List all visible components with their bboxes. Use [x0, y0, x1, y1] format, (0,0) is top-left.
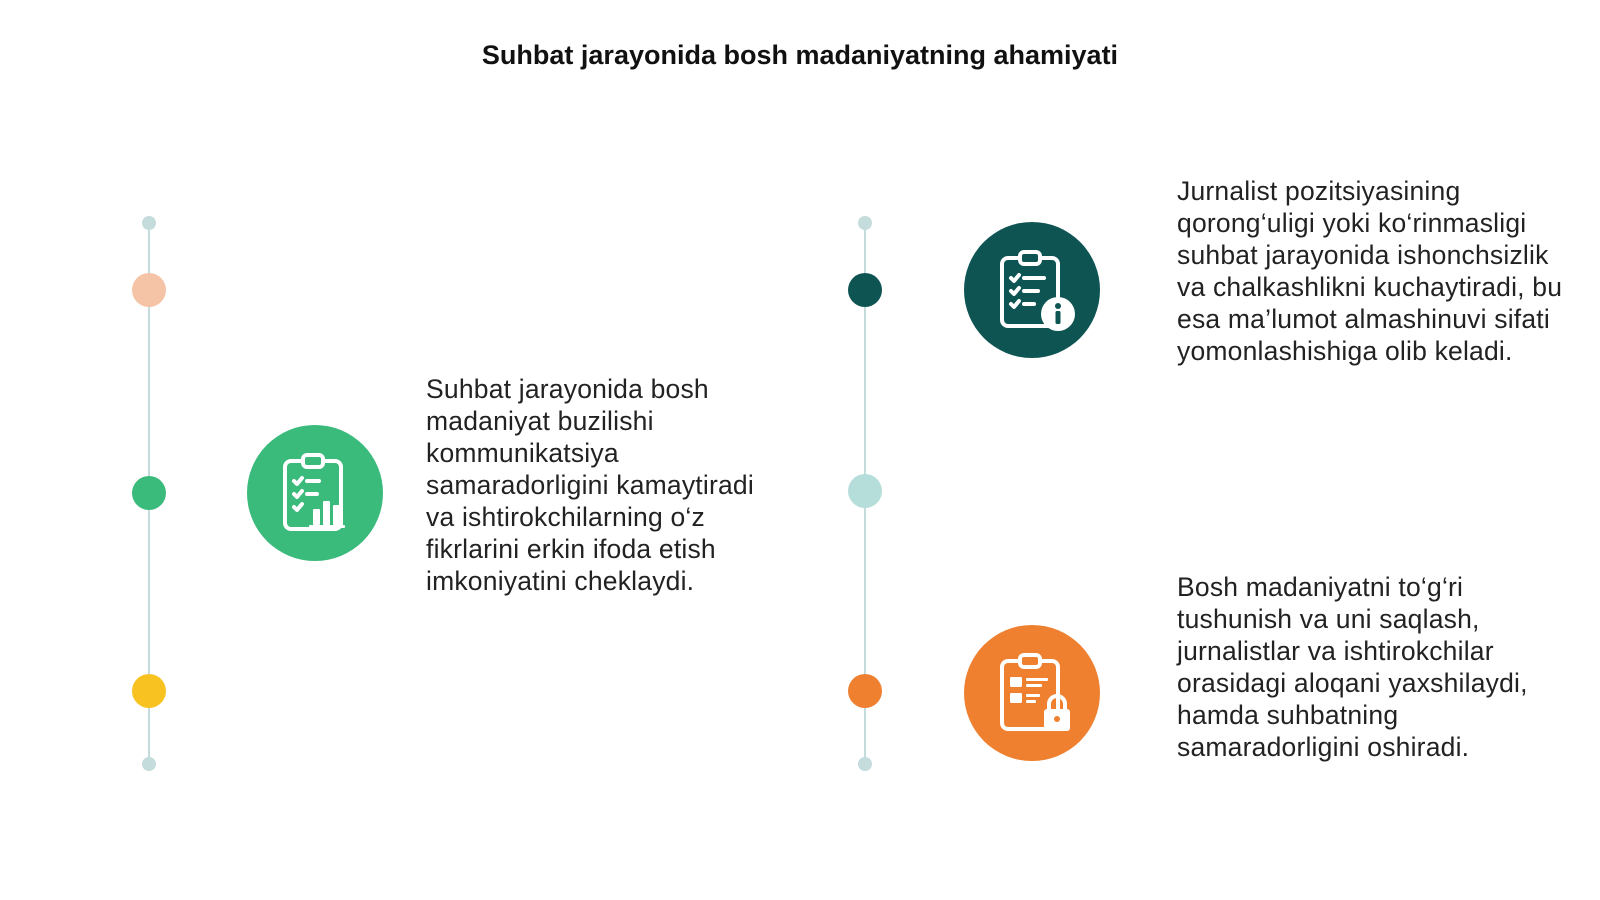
left-timeline-start-dot	[142, 216, 156, 230]
right-timeline-start-dot	[858, 216, 872, 230]
right-timeline-dark-teal-dot	[848, 273, 882, 307]
right-timeline-light-teal-dot	[848, 474, 882, 508]
clipboard-lock-icon	[964, 625, 1100, 761]
right-timeline-end-dot	[858, 757, 872, 771]
item-text-3: Bosh madaniyatni to‘g‘ri tushunish va uni saqlash, jurnalistlar va ishtirokchilar orasidagi aloqani yaxshilaydi, hamda suhbatning samaradorligini oshiradi.	[1177, 572, 1528, 762]
clipboard-info-icon	[964, 222, 1100, 358]
item-text-2: Jurnalist pozitsiyasining qorong‘uligi yoki ko‘rinmasligi suhbat jarayonida ishonchsizlik va chalkashlikni kuchaytiradi, bu esa ma’lumot almashinuvi sifati yomonlashishiga olib keladi.	[1177, 176, 1563, 366]
left-timeline-peach-dot	[132, 273, 166, 307]
left-timeline-end-dot	[142, 757, 156, 771]
left-timeline-green-dot	[132, 476, 166, 510]
item-text-1: Suhbat jarayonida bosh madaniyat buzilishi kommunikatsiya samaradorligini kamaytiradi va ishtirokchilarning o‘z fikrlarini erkin ifoda etish imkoniyatini cheklaydi.	[426, 374, 754, 596]
right-timeline-orange-dot	[848, 674, 882, 708]
page-title: Suhbat jarayonida bosh madaniyatning ahamiyati	[481, 40, 1119, 70]
left-timeline-yellow-dot	[132, 674, 166, 708]
clipboard-chart-icon	[247, 425, 383, 561]
